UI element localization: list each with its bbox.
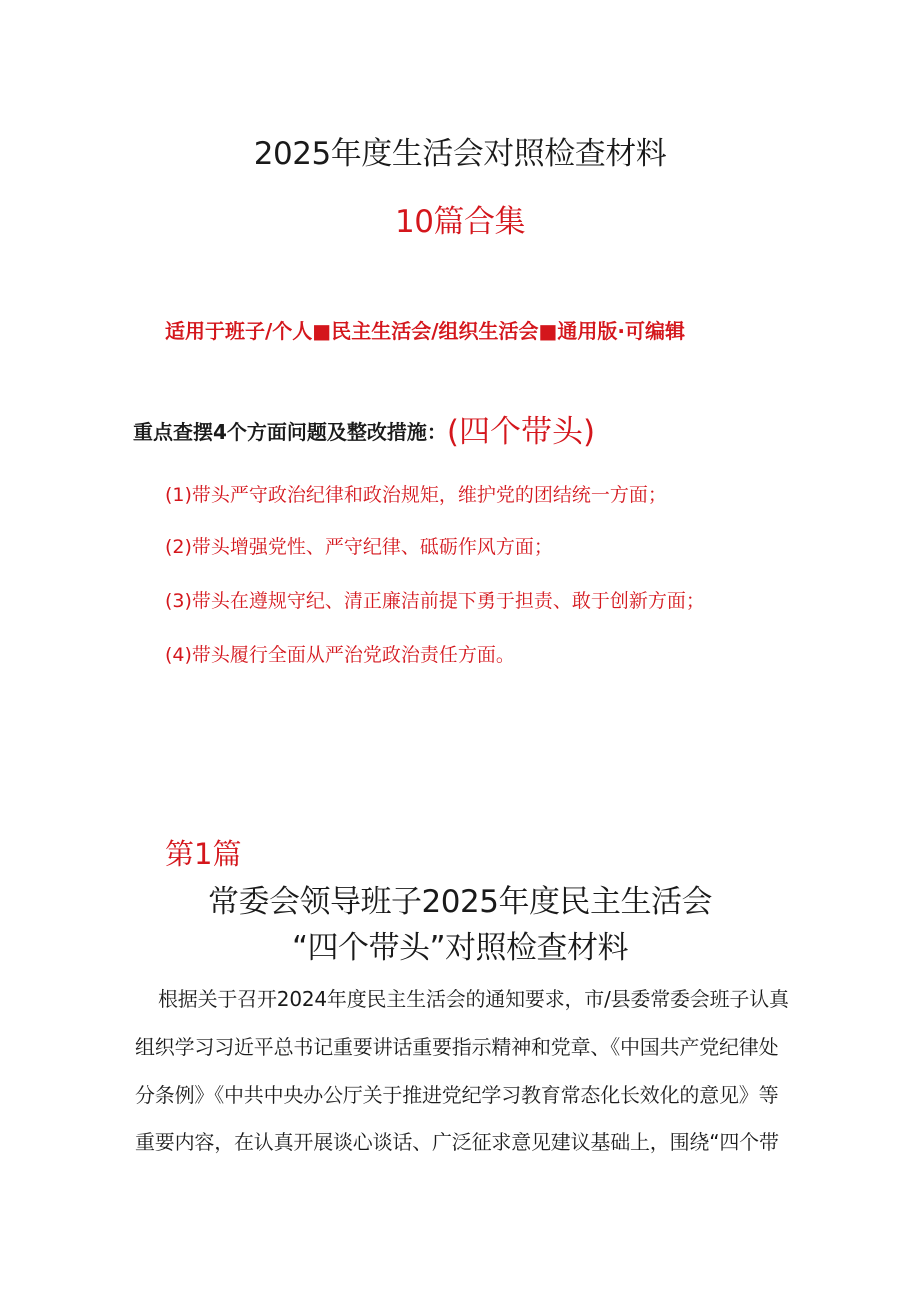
issue-item: (2)带头增强党性、严守纪律、砥砺作风方面； (165, 536, 553, 558)
body-text-line: 组织学习习近平总书记重要讲话重要指示精神和党章、《中国共产党纪律处 (135, 1035, 779, 1059)
focus-heading (133, 412, 595, 452)
body-text-line: 根据关于召开2024年度民主生活会的通知要求，市/县委常委会班子认真 (158, 987, 789, 1011)
body-text-line: 分条例》《中共中央办公厅关于推进党纪学习教育常态化长效化的意见》等 (135, 1083, 779, 1107)
issue-item: (3)带头在遵规守纪、清正廉洁前提下勇于担责、敢于创新方面； (165, 590, 705, 612)
document-title: 2025年度生活会对照检查材料 (253, 136, 667, 172)
focus-label: 重点查摆4个方面问题及整改措施： (133, 420, 447, 444)
collection-subtitle: 10篇合集 (395, 204, 525, 240)
article-number: 第1篇 (165, 837, 242, 871)
article-title-line-1: 常委会领导班子2025年度民主生活会 (208, 884, 712, 920)
applicability-line: 适用于班子/个人■民主生活会/组织生活会■通用版·可编辑 (165, 319, 685, 343)
issue-item: (1)带头严守政治纪律和政治规矩，维护党的团结统一方面； (165, 484, 667, 506)
article-title-line-2: “四个带头”对照检查材料 (291, 930, 629, 966)
body-text-line: 重要内容，在认真开展谈心谈话、广泛征求意见建议基础上，围绕“四个带 (135, 1130, 779, 1154)
issue-item: (4)带头履行全面从严治党政治责任方面。 (165, 644, 515, 666)
focus-paren: (四个带头) (446, 414, 596, 450)
